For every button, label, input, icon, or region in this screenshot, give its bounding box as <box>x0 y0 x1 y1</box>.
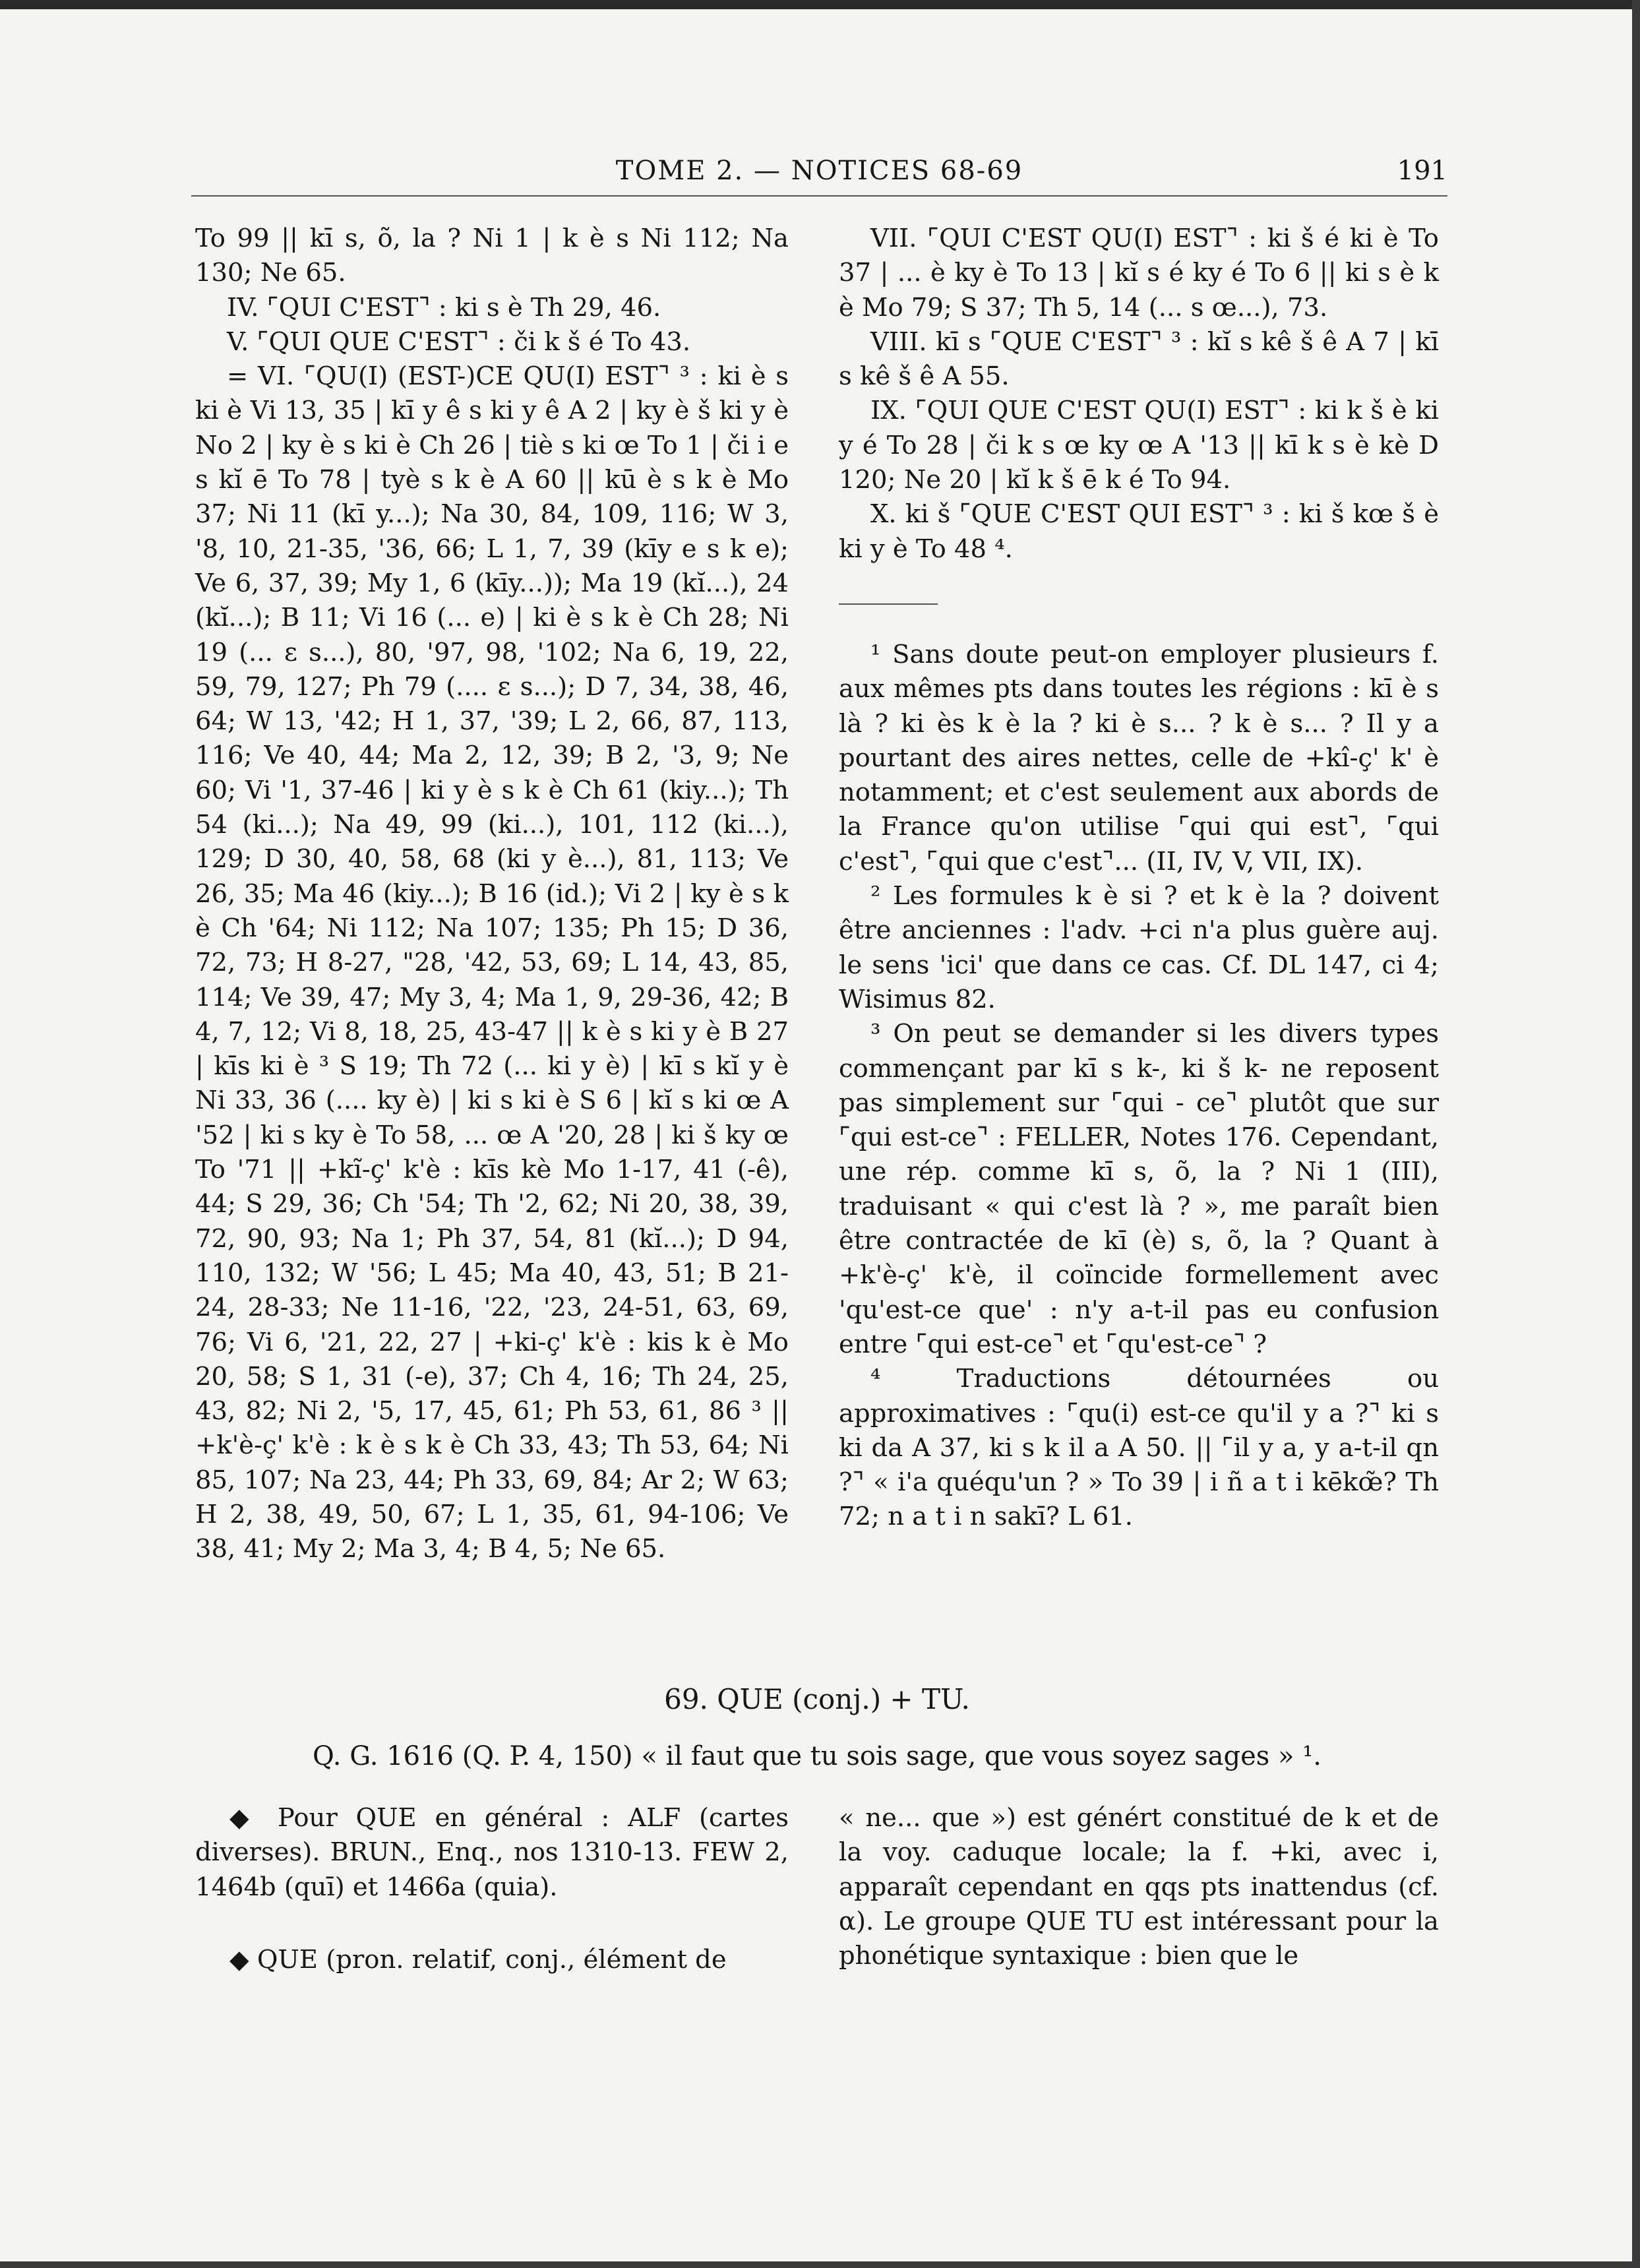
paragraph: ◆ QUE (pron. relatif, conj., élément de <box>229 1944 727 1975</box>
paragraph: ◆ Pour QUE en général : ALF (cartes diverses). BRUN., Enq., nos 1310-13. FEW 2, 1464b (quī) et 1466a (quia). <box>195 1803 789 1902</box>
paragraph: VIII. kī s ⌜QUE C'EST⌝ ³ : kĭ s kê š ê A 7 | kī s kê š ê A 55. <box>839 326 1439 392</box>
paragraph: To 99 || kī s, õ, la ? Ni 1 | k è s Ni 112; Na 130; Ne 65. <box>195 224 789 288</box>
page-number: 191 <box>1397 156 1447 186</box>
running-header <box>191 156 1447 195</box>
right-column <box>839 222 1439 1535</box>
section-example: Q. G. 1616 (Q. P. 4, 150) « il faut que tu sois sage, que vous soyez sages » ¹. <box>313 1741 1321 1771</box>
footnote: ² Les formules k è si ? et k è la ? doivent être anciennes : l'adv. +ci n'a plus guère auj. le sens 'ici' que dans ce cas. Cf. DL 147, ci 4; Wisimus 82. <box>839 881 1439 1014</box>
section-heading: 69. QUE (conj.) + TU. <box>664 1683 970 1715</box>
footnote: ¹ Sans doute peut-on employer plusieurs f. aux mêmes pts dans toutes les régions : kī è s là ? ki ès k è la ? ki è s... ? k è s... ? Il y a pourtant des aires nettes, celle de +kî-ç' k' è notamment; et c'est seulement aux abords de la France qu'on utilise ⌜qui qui est⌝, ⌜qui c'est⌝, ⌜qui que c'est⌝... (II, IV, V, VII, IX). <box>839 639 1439 876</box>
paragraph: V. ⌜QUI QUE C'EST⌝ : či k š é To 43. <box>227 326 691 357</box>
paragraph: X. ki š ⌜QUE C'EST QUI EST⌝ ³ : ki š kœ š è ki y è To 48 ⁴. <box>839 499 1439 564</box>
paragraph: IV. ⌜QUI C'EST⌝ : ki s è Th 29, 46. <box>227 292 661 322</box>
paragraph: IX. ⌜QUI QUE C'EST QU(I) EST⌝ : ki k š è ki y é To 28 | či k s œ ky œ A '13 || kī k s è kè D 120; Ne 20 | kĭ k š ē k é To 94. <box>839 396 1439 495</box>
footnote: ³ On peut se demander si les divers types commençant par kī s k-, ki š k- ne reposent pas simplement sur ⌜qui - ce⌝ plutôt que sur ⌜qui est-ce⌝ : FELLER, Notes 176. Cependant, une rép. comme kī s, õ, la ? Ni 1 (III), traduisant « qui c'est là ? », me paraît bien être contractée de kī (è) s, õ, la ? Quant à +k'è-ç' k'è, il coïncide formellement avec 'qu'est-ce que' : n'y a-t-il pas eu confusion entre ⌜qui est-ce⌝ et ⌜qu'est-ce⌝ ? <box>839 1019 1439 1359</box>
section-left-column <box>195 1801 789 1977</box>
paragraph: = VI. ⌜QU(I) (EST-)CE QU(I) EST⌝ ³ : ki è s ki è Vi 13, 35 | kī y ê s ki y ê A 2 | ky è š ki y è No 2 | ky è s ki è Ch 26 | tiè s ki œ To 1 | či i e s kĭ ē To 78 | tyè s k è A 60 || kū è s k è Mo 37; Ni 11 (kī y...); Na 30, 84, 109, 116; W 3, '8, 10, 21-35, '36, 66; L 1, 7, 39 (kīy e s k e); Ve 6, 37, 39; My 1, 6 (kīy...)); Ma 19 (kĭ...), 24 (kĭ...); B 11; Vi 16 (... e) | ki è s k è Ch 28; Ni 19 (... ε s...), 80, '97, 98, '102; Na 6, 19, 22, 59, 79, 127; Ph 79 (.... ε s...); D 7, 34, 38, 46, 64; W 13, '42; H 1, 37, '39; L 2, 66, 87, 113, 116; Ve 40, 44; Ma 2, 12, 39; B 2, '3, 9; Ne 60; Vi '1, 37-46 | ki y è s k è Ch 61 (kiy...); Th 54 (ki...); Na 49, 99 (ki...), 101, 112 (ki...), 129; D 30, 40, 58, 68 (ki y è...), 81, 113; Ve 26, 35; Ma 46 (kiy...); B 16 (id.); Vi 2 | ky è s k è Ch '64; Ni 112; Na 107; 135; Ph 15; D 36, 72, 73; H 8-27, "28, '42, 53, 69; L 14, 43, 85, 114; Ve 39, 47; My 3, 4; Ma 1, 9, 29-36, 42; B 4, 7, 12; Vi 8, 18, 25, 43-47 || k è s ki y è B 27 | kīs ki è ³ S 19; Th 72 (... ki y è) | kī s kĭ y è Ni 33, 36 (.... ky è) | ki s ki è S 6 | kĭ s ki œ A '52 | ki s ky è To 58, ... œ A '20, 28 | ki š ky œ To '71 || +kĩ-ç' k'è : kīs kè Mo 1-17, 41 (-ê), 44; S 29, 36; Ch '54; Th '2, 62; Ni 20, 38, 39, 72, 90, 93; Na 1; Ph 37, 54, 81 (kĭ...); D 94, 110, 132; W '56; L 45; Ma 40, 43, 51; B 21-24, 28-33; Ne 11-16, '22, '23, 24-51, 63, 69, 76; Vi 6, '21, 22, 27 | +ki-ç' k'è : kis k è Mo 20, 58; S 1, 31 (-e), 37; Ch 4, 16; Th 24, 25, 43, 82; Ni 2, '5, 17, 45, 61; Ph 53, 61, 86 ³ || +k'è-ç' k'è : k è s k è Ch 33, 43; Th 53, 64; Ni 85, 107; Na 23, 44; Ph 33, 69, 84; Ar 2; W 63; H 2, 38, 49, 50, 67; L 1, 35, 61, 94-106; Ve 38, 41; My 2; Ma 3, 4; B 4, 5; Ne 65. <box>195 361 789 1564</box>
paragraph: VII. ⌜QUI C'EST QU(I) EST⌝ : ki š é ki è To 37 | ... è ky è To 13 | kĭ s é ky é To 6 || ki s è k è Mo 79; S 37; Th 5, 14 (... s œ...), 73. <box>839 224 1439 322</box>
paragraph: « ne... que ») est génért constitué de k et de la voy. caduque locale; la f. +ki, avec i, apparaît cependant en qqs pts inattendus (cf. α). Le groupe QUE TU est intéressant pour la phonétique syntaxique : bien que le <box>839 1803 1439 1971</box>
header-rule <box>191 195 1447 197</box>
scan-edge-bottom <box>0 2261 1640 2268</box>
footnote-separator <box>839 603 938 605</box>
left-column <box>195 222 789 1567</box>
scan-edge-top <box>0 0 1640 9</box>
running-title: TOME 2. — NOTICES 68-69 <box>615 156 1023 186</box>
section-right-column <box>839 1801 1439 1973</box>
scan-edge-right <box>1632 0 1640 2268</box>
footnote: ⁴ Traductions détournées ou approximatives : ⌜qu(i) est-ce qu'il y a ?⌝ ki s ki da A 37, ki s k il a A 50. || ⌜il y a, y a-t-il qn ?⌝ « i'a quéqu'un ? » To 39 | i ñ a t i kēkœ̃? Th 72; n a t i n sakī? L 61. <box>839 1364 1439 1532</box>
